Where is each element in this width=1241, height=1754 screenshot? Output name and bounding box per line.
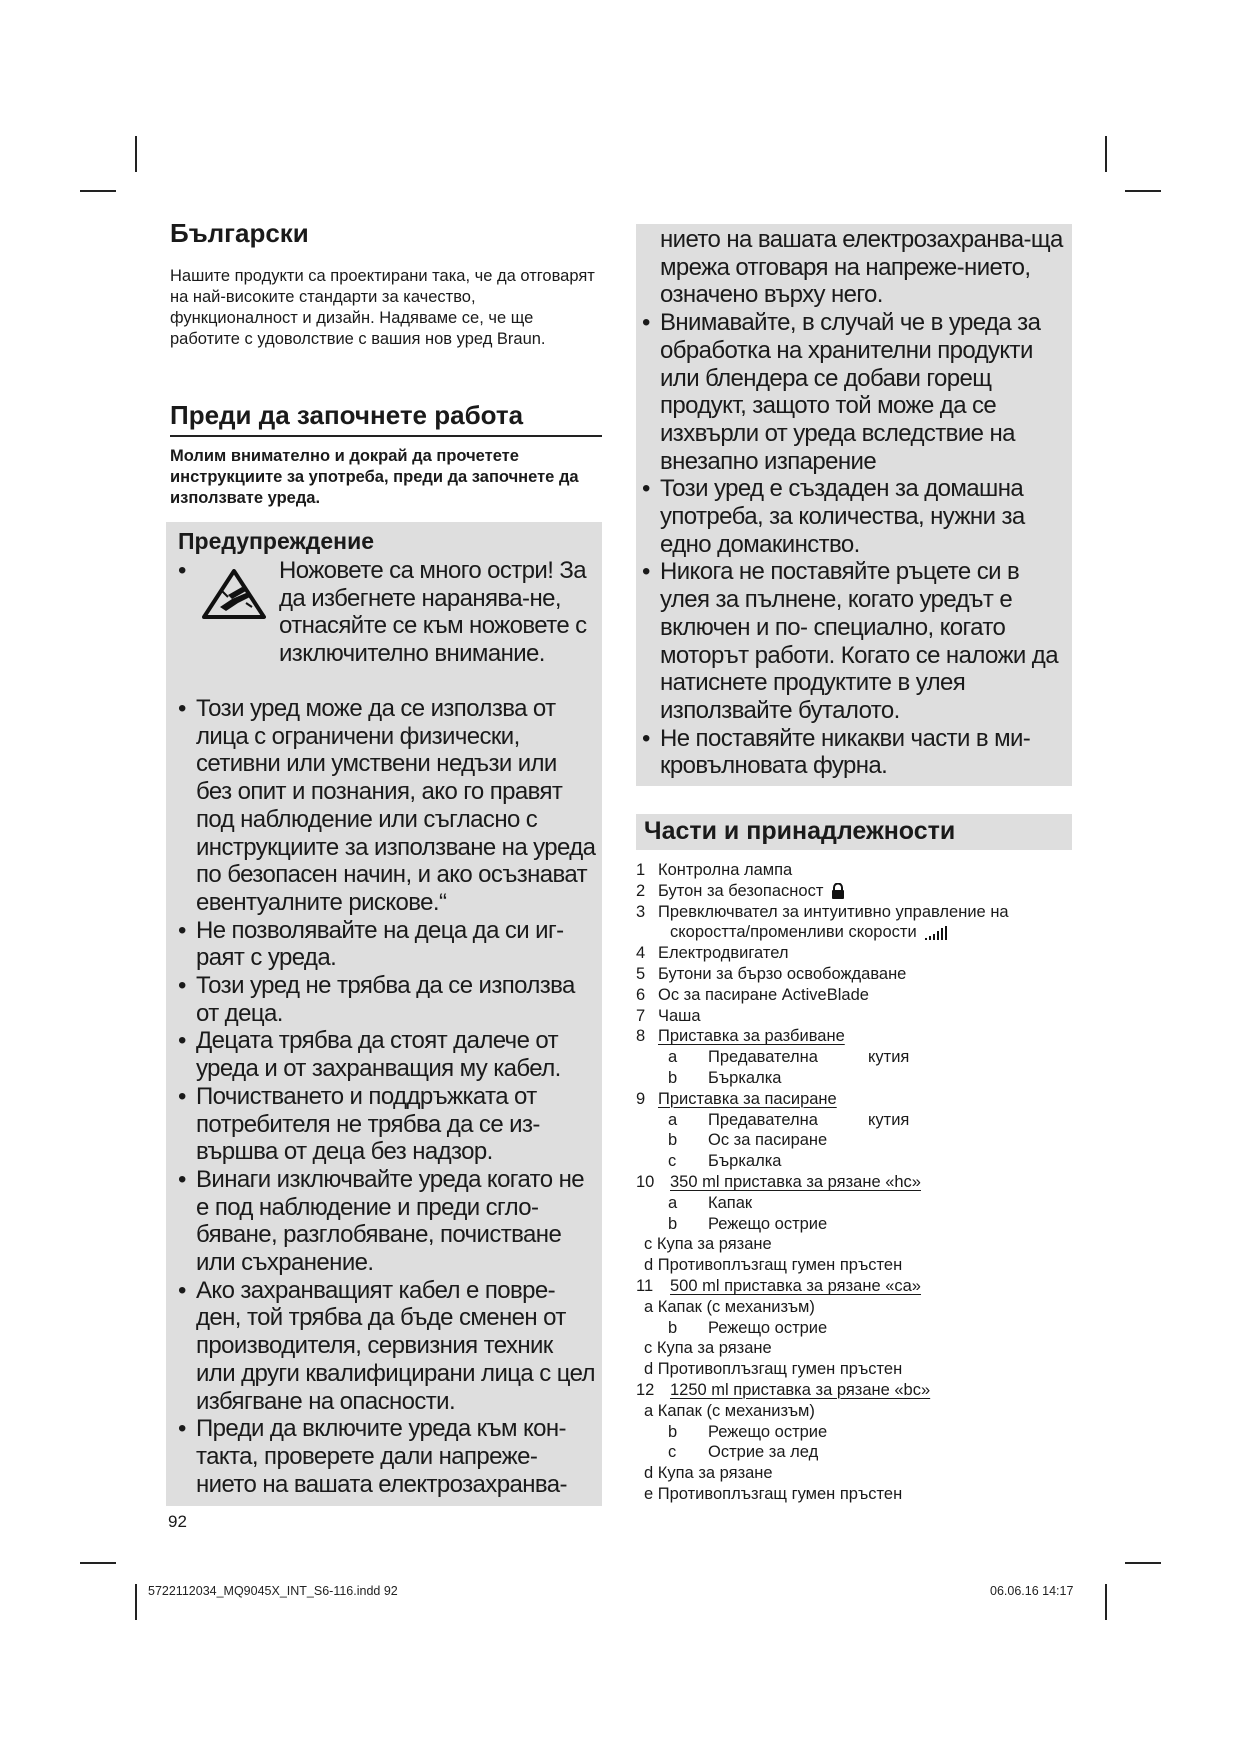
parts-item: 4 Електродвигател [636, 944, 789, 963]
warning-item-text: Ножовете са много остри! За да избегнете наранява-не, отнасяйте се към ножовете с изключително внимание. [279, 557, 587, 668]
parts-subitem: b Режещо острие [668, 1318, 828, 1337]
warning-item: • Този уред може да се използва от лица с ограничени физически, сетивни или умствени недъзи или без опит и познания, ако го правят под наблюдение или съгласно с инструкциите за използване на уреда по безопасен начин, и ако осъзнават евентуалните рискове.“ [178, 695, 596, 916]
parts-subitem: c Купа за рязане [644, 1235, 772, 1254]
warning-list-continued [642, 226, 1064, 780]
warning-item-knives [178, 557, 596, 695]
warning-item: • Децата трябва да стоят далече от уреда и от захранващия му кабел. [178, 1027, 561, 1083]
parts-item: скоростта/променливи скорости [636, 922, 1072, 943]
parts-subitem: a Предавателна кутия [668, 1048, 910, 1067]
warning-box-continued [636, 224, 1072, 786]
warning-item: • Този уред е създаден за домашна употреба, за количества, нужни за едно домакинство. [642, 475, 1025, 558]
warning-item: • Внимавайте, в случай че в уреда за обработка на хранителни продукти или блендера се добави горещ продукт, защото той може да се изхвърли от уреда вследствие на внезапно изпарение [642, 309, 1041, 475]
crop-mark [1105, 1584, 1107, 1620]
section-intro-before-start: Молим внимателно и докрай да прочетете инструкциите за употреба, преди да започнете да използвате уреда. [170, 447, 579, 507]
crop-mark [1125, 190, 1161, 192]
speed-bars-icon [925, 926, 947, 940]
parts-subitem: b Режещо острие [668, 1214, 828, 1233]
parts-subitem: d Противоплъзгащ гумен пръстен [644, 1360, 903, 1379]
parts-item: 5 Бутони за бързо освобождаване [636, 964, 907, 983]
parts-subitem: c Острие за лед [668, 1443, 819, 1462]
parts-subitem: d Купа за рязане [644, 1464, 773, 1483]
parts-subitem: a Капак (с механизъм) [644, 1401, 815, 1420]
warning-box [166, 522, 602, 1506]
parts-item: 7 Чаша [636, 1006, 701, 1025]
page-number: 92 [168, 1512, 187, 1531]
parts-subitem: a Предавателна кутия [668, 1110, 910, 1129]
parts-subitem: a Капак (с механизъм) [644, 1297, 815, 1316]
lock-icon [831, 883, 845, 899]
warning-item: • Почистването и поддръжката от потребителя не трябва да се из-вършва от деца без надзор. [178, 1082, 540, 1166]
parts-subitem: a Капак [668, 1193, 753, 1212]
parts-item: 3 Превключвател за интуитивно управление на [636, 902, 1009, 921]
parts-list [636, 860, 1072, 1505]
warning-item-continued: нието на вашата електрозахранва-ща мрежа отговаря на напреже-нието, означено върху него. [660, 226, 1063, 309]
bullet: • [178, 557, 186, 584]
crop-mark [135, 136, 137, 172]
intro-paragraph: Нашите продукти са проектирани така, че да отговарят на най-високите стандарти за качество, функционалност и дизайн. Надяваме се, че ще работите с удоволствие с вашия нов уред Braun. [170, 267, 595, 348]
section-title-before-start: Преди да започнете работа [170, 400, 602, 437]
parts-item: 1 Контролна лампа [636, 861, 793, 879]
parts-subitem: e Противоплъзгащ гумен пръстен [644, 1484, 903, 1503]
warning-item: • Никога не поставяйте ръцете си в улея за пълнене, когато уредът е включен и по- специално, когато моторът работи. Когато се наложи да натиснете продуктите в улея използвайте буталото. [642, 558, 1058, 724]
section-title-parts: Части и принадлежности [636, 814, 1072, 850]
sharp-blade-warning-icon [202, 569, 266, 619]
print-slug-file: 5722112034_MQ9045X_INT_S6-116.indd 92 [148, 1584, 398, 1598]
parts-item: 10 350 ml приставка за рязане «hc» [636, 1172, 921, 1191]
crop-mark [80, 190, 116, 192]
warning-item: • Винаги изключвайте уреда когато не е под наблюдение и преди сгло-бяване, разглобяване, почистване или съхранение. [178, 1165, 584, 1277]
parts-subitem: c Купа за рязане [644, 1339, 772, 1358]
parts-item: 12 1250 ml приставка за рязане «bc» [636, 1380, 931, 1399]
parts-subitem: c Бъркалка [668, 1152, 782, 1171]
warning-item: • Този уред не трябва да се използва от деца. [178, 972, 575, 1027]
warning-item: • Ако захранващият кабел е повре-ден, той трябва да бъде сменен от производителя, сервизния техник или други квалифицирани лица с цел избягване на опасности. [178, 1276, 595, 1415]
parts-item: 8 Приставка за разбиване [636, 1027, 845, 1046]
language-title: Български [170, 218, 309, 248]
crop-mark [135, 1584, 137, 1620]
parts-item: 11 500 ml приставка за рязане «ca» [636, 1276, 921, 1295]
warning-item: • Не позволявайте на деца да си иг-раят с уреда. [178, 916, 564, 972]
parts-subitem: b Режещо острие [668, 1422, 828, 1441]
warning-item: • Не поставяйте никакви части в ми-кровълновата фурна. [642, 724, 1031, 780]
warning-title: Предупреждение [178, 528, 374, 554]
parts-subitem: d Противоплъзгащ гумен пръстен [644, 1256, 903, 1275]
warning-item: • Преди да включите уреда към кон-такта, проверете дали напреже-нието на вашата електрозахранва- [178, 1415, 567, 1498]
crop-mark [1125, 1562, 1161, 1564]
parts-subitem: b Бъркалка [668, 1068, 782, 1087]
parts-item: 6 Ос за пасиране ActiveBlade [636, 985, 869, 1004]
warning-list [178, 557, 596, 1498]
crop-mark [1105, 136, 1107, 172]
parts-subitem: b Ос за пасиране [668, 1131, 828, 1150]
parts-item: 2 Бутон за безопасност [636, 881, 1072, 902]
print-slug-date: 06.06.16 14:17 [990, 1584, 1074, 1598]
crop-mark [80, 1562, 116, 1564]
parts-item: 9 Приставка за пасиране [636, 1089, 837, 1108]
